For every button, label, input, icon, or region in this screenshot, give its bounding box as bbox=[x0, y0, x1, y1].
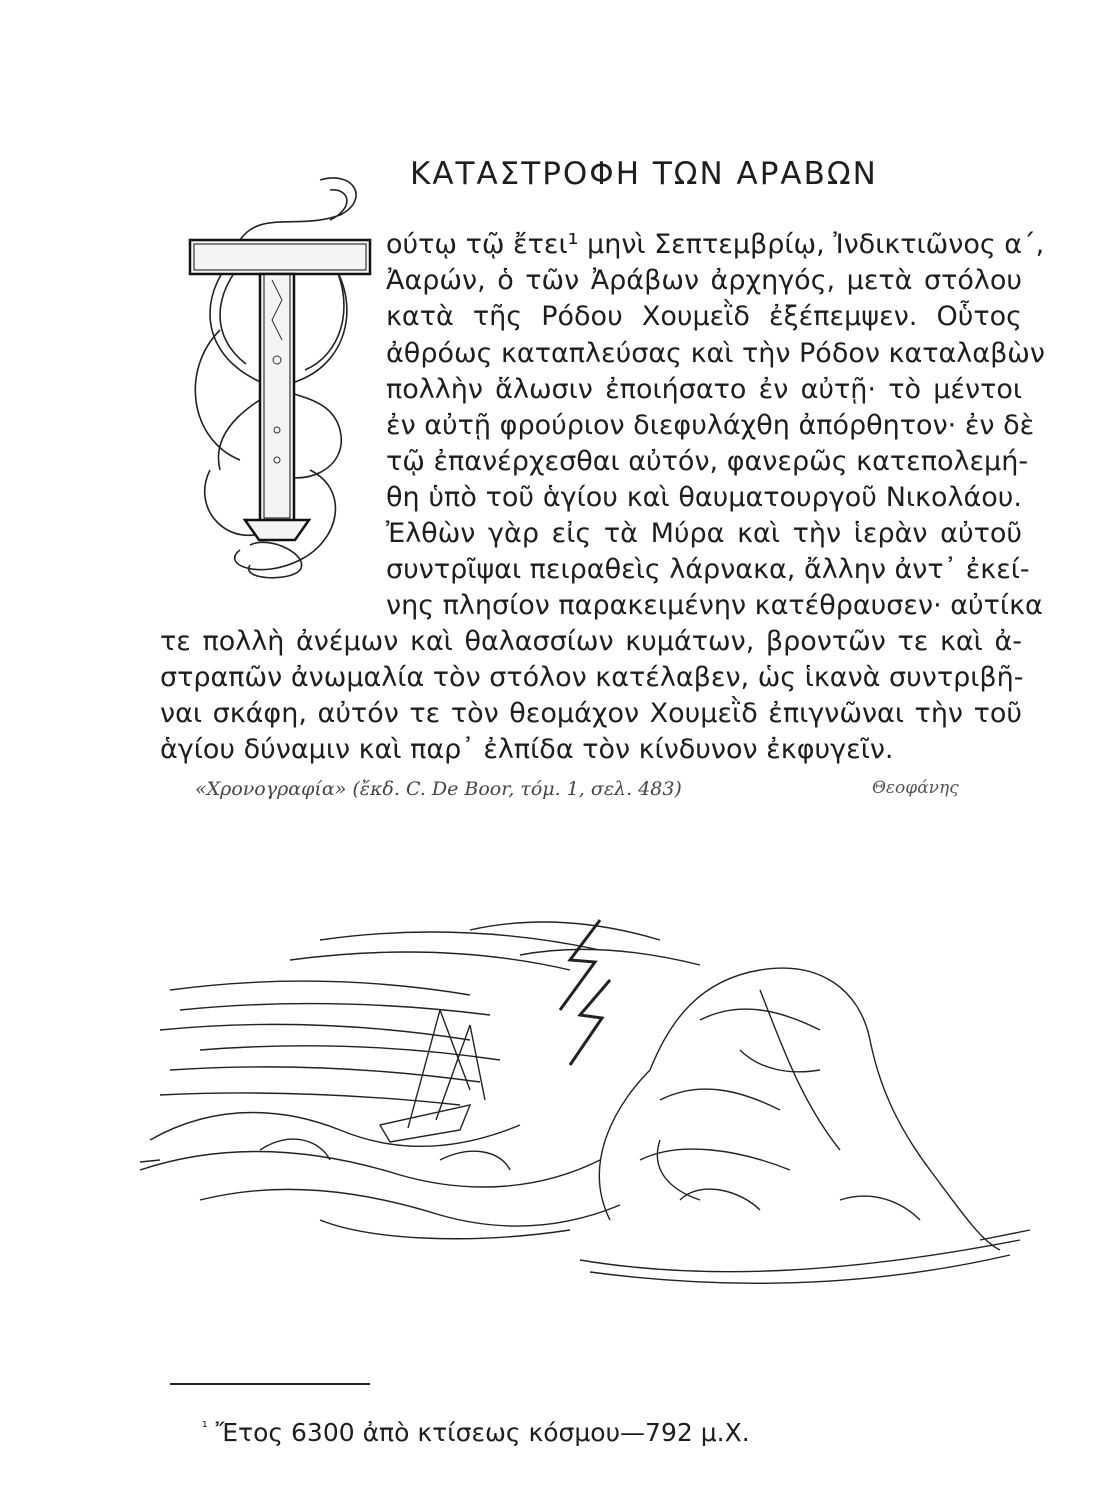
author-name: Θεοφάνης bbox=[872, 778, 959, 798]
text-line: τῷ ἐπανέρχεσθαι αὐτόν, φανερῶς κατεπολεμή- bbox=[386, 446, 1029, 477]
text-line: στραπῶν ἀνωμαλία τὸν στόλον κατέλαβεν, ὡς ἱκανὰ συντριβῆ- bbox=[160, 662, 1024, 693]
decorated-initial-t bbox=[180, 170, 380, 590]
footnote bbox=[202, 1418, 750, 1447]
footnote-text: Ἔτος 6300 ἀπὸ κτίσεως κόσμου—792 μ.Χ. bbox=[215, 1418, 750, 1447]
text-line: ούτῳ τῷ ἔτει¹ μηνὶ Σεπτεμβρίῳ, Ἰνδικτιῶνος α΄, bbox=[386, 229, 1045, 260]
text-line: Ἐλθὼν γὰρ εἰς τὰ Μύρα καὶ τὴν ἱερὰν αὐτοῦ bbox=[386, 518, 1022, 549]
text-line: πολλὴν ἅλωσιν ἐποιήσατο ἐν αὐτῇ· τὸ μέντοι bbox=[386, 374, 1022, 405]
text-line: ἁγίου δύναμιν καὶ παρ᾽ ἐλπίδα τὸν κίνδυνον ἐκφυγεῖν. bbox=[160, 734, 894, 765]
text-line: θη ὑπὸ τοῦ ἁγίου καὶ θαυματουργοῦ Νικολάου. bbox=[386, 482, 1022, 513]
text-line: ἀθρόως καταπλεύσας καὶ τὴν Ρόδον καταλαβὼν bbox=[386, 338, 1045, 369]
text-line: ἐν αὐτῇ φρούριον διεφυλάχθη ἀπόρθητον· ἐν δὲ bbox=[386, 410, 1035, 441]
source-citation: «Χρονογραφία» (ἔκδ. C. De Boor, τόμ. 1, σελ. 483) bbox=[195, 778, 682, 800]
storm-shipwreck-illustration bbox=[140, 900, 1040, 1300]
page-title: ΚΑΤΑΣΤΡΟΦΗ ΤΩΝ ΑΡΑΒΩΝ bbox=[410, 156, 878, 192]
text-line: νης πλησίον παρακειμένην κατέθραυσεν· αὐτίκα bbox=[386, 590, 1043, 621]
text-line: κατὰ τῆς Ρόδου Χουμεῒδ ἐξέπεμψεν. Οὗτος bbox=[386, 301, 1022, 332]
footnote-mark: ¹ bbox=[202, 1419, 208, 1436]
footnote-rule bbox=[170, 1383, 370, 1385]
text-line: συντρῖψαι πειραθεὶς λάρνακα, ἄλλην ἀντ᾽ ἐκεί- bbox=[386, 554, 1030, 585]
text-line: τε πολλὴ ἀνέμων καὶ θαλασσίων κυμάτων, βροντῶν τε καὶ ἀ- bbox=[160, 626, 1022, 657]
text-line: ναι σκάφη, αὐτόν τε τὸν θεομάχον Χουμεῒδ ἐπιγνῶναι τὴν τοῦ bbox=[160, 698, 1022, 729]
text-line: Ἀαρών, ὁ τῶν Ἀράβων ἀρχηγός, μετὰ στόλου bbox=[386, 265, 1022, 296]
